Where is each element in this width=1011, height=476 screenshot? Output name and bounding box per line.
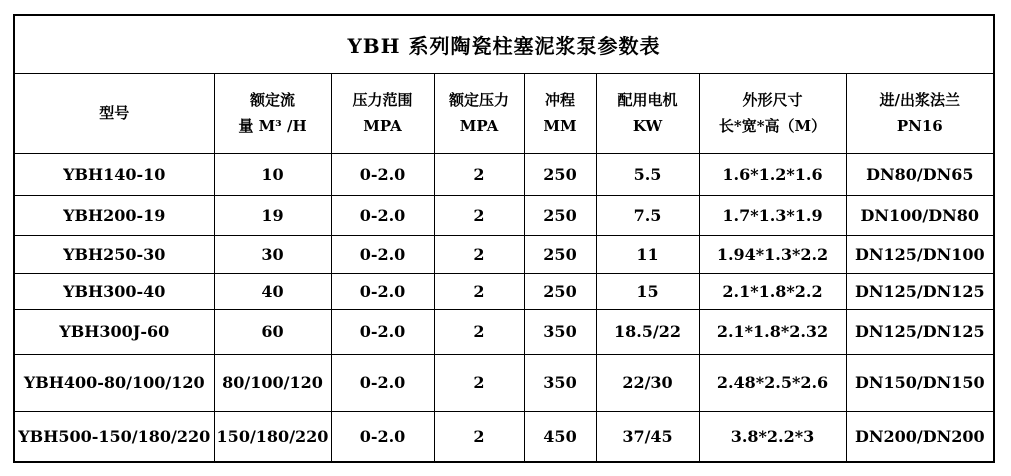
cell-pressure-range: 0-2.0 [331,153,434,195]
table-row [14,411,994,462]
cell-dimensions: 2.1*1.8*2.2 [699,273,846,309]
header-label: 配用电机 [617,91,678,109]
cell-dimensions: 2.1*1.8*2.32 [699,309,846,354]
header-label: 冲程 [544,91,575,109]
cell-pressure-range: 0-2.0 [331,235,434,273]
cell-rated-pressure: 2 [434,153,524,195]
cell-pressure-range: 0-2.0 [331,354,434,411]
cell-rated-flow: 60 [214,309,331,354]
header-unit: 长*宽*高（M） [718,117,827,135]
header-unit: MPA [459,117,499,135]
cell-model: YBH200-19 [14,195,214,235]
table-row [14,273,994,309]
header-unit: KW [632,117,663,135]
cell-stroke: 250 [524,195,596,235]
cell-rated-flow: 150/180/220 [214,411,331,462]
cell-stroke: 450 [524,411,596,462]
header-label: 压力范围 [352,91,413,109]
cell-pressure-range: 0-2.0 [331,195,434,235]
cell-dimensions: 3.8*2.2*3 [699,411,846,462]
cell-stroke: 250 [524,235,596,273]
table-row [14,354,994,411]
header-cell-stroke [524,73,596,153]
cell-rated-flow: 80/100/120 [214,354,331,411]
cell-pressure-range: 0-2.0 [331,309,434,354]
table-row [14,309,994,354]
cell-model: YBH300-40 [14,273,214,309]
cell-rated-flow: 19 [214,195,331,235]
header-unit: PN16 [896,117,943,135]
cell-model: YBH400-80/100/120 [14,354,214,411]
cell-dimensions: 2.48*2.5*2.6 [699,354,846,411]
header-unit: MPA [363,117,402,135]
header-cell-rated-flow [214,73,331,153]
header-cell-rated-pressure [434,73,524,153]
cell-rated-pressure: 2 [434,411,524,462]
cell-motor-power: 22/30 [596,354,699,411]
cell-model: YBH250-30 [14,235,214,273]
header-cell-dimensions [699,73,846,153]
header-unit: MM [543,117,577,135]
header-label: 型号 [99,104,130,122]
cell-flange: DN200/DN200 [846,411,994,462]
table-row [14,153,994,195]
cell-rated-pressure: 2 [434,195,524,235]
cell-rated-pressure: 2 [434,273,524,309]
cell-flange: DN150/DN150 [846,354,994,411]
cell-rated-flow: 10 [214,153,331,195]
cell-model: YBH300J-60 [14,309,214,354]
cell-pressure-range: 0-2.0 [331,273,434,309]
cell-rated-pressure: 2 [434,235,524,273]
cell-stroke: 350 [524,354,596,411]
header-label: 外形尺寸 [742,91,803,109]
pump-spec-table [13,14,995,463]
cell-rated-flow: 40 [214,273,331,309]
cell-flange: DN125/DN100 [846,235,994,273]
cell-dimensions: 1.94*1.3*2.2 [699,235,846,273]
table-header-row [14,73,994,153]
cell-dimensions: 1.6*1.2*1.6 [699,153,846,195]
cell-model: YBH140-10 [14,153,214,195]
cell-flange: DN125/DN125 [846,273,994,309]
cell-flange: DN100/DN80 [846,195,994,235]
title-row [14,15,994,73]
cell-stroke: 250 [524,273,596,309]
cell-motor-power: 37/45 [596,411,699,462]
cell-stroke: 250 [524,153,596,195]
header-cell-pressure-range [331,73,434,153]
header-cell-model [14,73,214,153]
table-row [14,195,994,235]
cell-rated-pressure: 2 [434,354,524,411]
header-unit: 量 M³ /H [238,117,307,135]
header-label: 额定压力 [448,91,509,109]
cell-motor-power: 7.5 [596,195,699,235]
cell-model: YBH500-150/180/220 [14,411,214,462]
table-row [14,235,994,273]
cell-motor-power: 15 [596,273,699,309]
header-cell-flange [846,73,994,153]
cell-rated-flow: 30 [214,235,331,273]
header-label: 进/出浆法兰 [879,91,961,109]
table-title: YBH 系列陶瓷柱塞泥浆泵参数表 [14,15,994,73]
cell-motor-power: 5.5 [596,153,699,195]
header-cell-motor-power [596,73,699,153]
cell-motor-power: 18.5/22 [596,309,699,354]
cell-rated-pressure: 2 [434,309,524,354]
header-label: 额定流 [249,91,295,109]
cell-flange: DN80/DN65 [846,153,994,195]
cell-motor-power: 11 [596,235,699,273]
cell-flange: DN125/DN125 [846,309,994,354]
cell-stroke: 350 [524,309,596,354]
cell-dimensions: 1.7*1.3*1.9 [699,195,846,235]
cell-pressure-range: 0-2.0 [331,411,434,462]
